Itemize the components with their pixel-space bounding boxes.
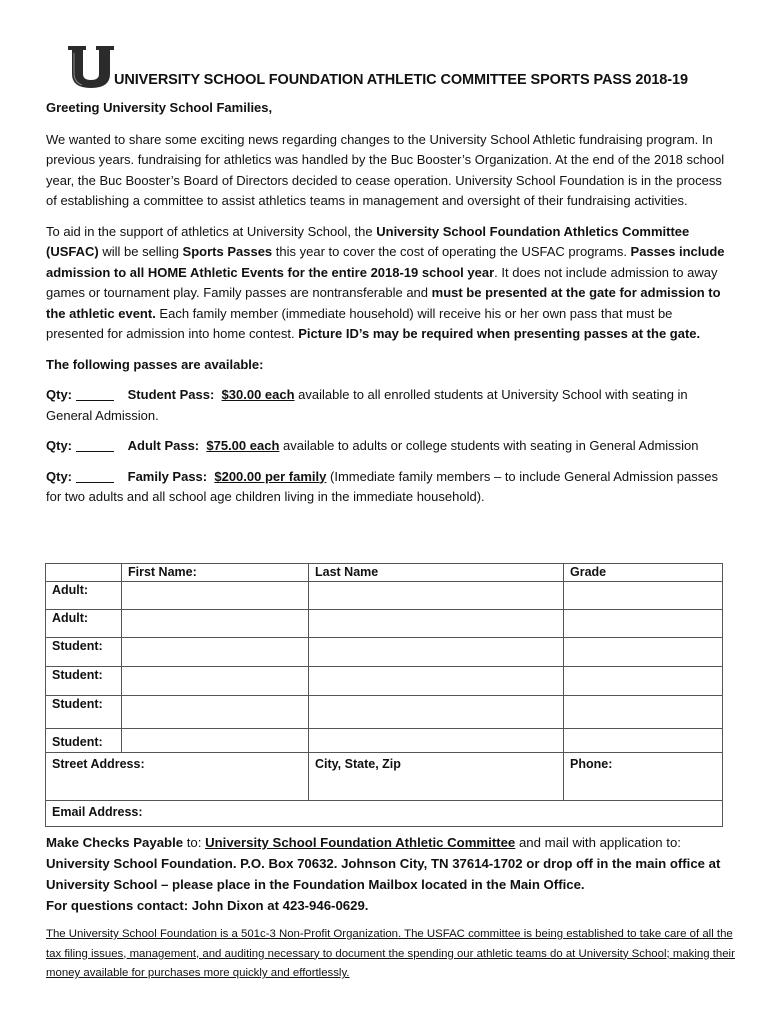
sports-passes-term: Sports Passes <box>182 244 273 259</box>
text-run: and mail with application to: <box>515 835 681 850</box>
text-run: this year to cover the cost of operating the USFAC programs. <box>272 244 631 259</box>
committee-name: University School Foundation Athletics Committee (USFAC) <box>46 223 690 259</box>
street-address-field[interactable]: Street Address: <box>46 753 309 801</box>
student-pass-line <box>46 385 728 426</box>
letter-body <box>46 98 728 518</box>
row-label: Student: <box>46 638 122 667</box>
table-row <box>46 729 723 753</box>
family-pass-desc: (Immediate family members – to include General Admission passes for two adults and all school age children living in the immediate household). <box>46 468 718 504</box>
passes-heading: The following passes are available: <box>46 356 264 372</box>
row-label: Adult: <box>46 582 122 610</box>
intro-paragraph: We wanted to share some exciting news regarding changes to the University School Athletic fundraising program. In previous years. fundraising for athletics was handled by the Buc Booster’s Organization. At the end of the 2018 school year, the Buc Booster’s Board of Directors decided to cease operation. University School Foundation is in the process of establishing a committee to assist athletics teams in management and oversight of their fundraising activities. <box>46 131 725 208</box>
phone-field[interactable]: Phone: <box>564 753 723 801</box>
adult-qty-field[interactable] <box>76 437 114 452</box>
text-run: To aid in the support of athletics at University School, the <box>46 223 377 239</box>
student-qty-field[interactable] <box>76 386 114 401</box>
family-pass-label: Family Pass: <box>127 468 208 484</box>
blank-header-cell <box>46 564 122 582</box>
first-name-cell[interactable] <box>122 667 309 696</box>
qty-label: Qty: <box>46 438 72 453</box>
grade-header: Grade <box>564 564 723 582</box>
university-school-u-logo-icon <box>68 44 114 88</box>
text-run: to: <box>183 835 206 850</box>
first-name-header: First Name: <box>122 564 309 582</box>
last-name-header: Last Name <box>309 564 564 582</box>
email-address-field[interactable]: Email Address: <box>46 801 723 827</box>
picture-id-note: Picture ID’s may be required when presenting passes at the gate. <box>298 326 701 341</box>
row-label: Student: <box>46 667 122 696</box>
last-name-cell[interactable] <box>309 729 564 753</box>
presented-at-gate-note: must be presented at the gate for admission to the athletic event. <box>46 285 721 321</box>
first-name-cell[interactable] <box>122 638 309 667</box>
page-header <box>68 44 748 88</box>
qty-label: Qty: <box>46 468 72 484</box>
first-name-cell[interactable] <box>122 696 309 729</box>
table-row <box>46 582 723 610</box>
passes-include-note: Passes include admission to all HOME Athletic Events for the entire 2018-19 school year <box>46 244 725 280</box>
student-pass-price: $30.00 each <box>221 387 295 402</box>
nonprofit-footer: The University School Foundation is a 501c-3 Non-Profit Organization. The USFAC committee is being established to take care of all the tax filing issues, management, and auditing necessary to document the spending our athletic teams do at University School; making their money available for purchases more quickly and effortlessly. <box>46 928 735 979</box>
last-name-cell[interactable] <box>309 582 564 610</box>
address-row <box>46 753 723 801</box>
adult-pass-desc: available to adults or college students with seating in General Admission <box>279 438 699 453</box>
adult-pass-label: Adult Pass: <box>127 438 200 453</box>
row-label: Student: <box>46 729 122 753</box>
table-row <box>46 696 723 729</box>
family-qty-field[interactable] <box>76 468 114 483</box>
payee-name: University School Foundation Athletic Committee <box>205 835 516 850</box>
text-run: will be selling <box>98 244 183 259</box>
grade-cell[interactable] <box>564 582 723 610</box>
adult-pass-line <box>46 436 728 457</box>
student-pass-desc: available to all enrolled students at University School with seating in General Admission. <box>46 387 688 423</box>
table-row <box>46 638 723 667</box>
page-title: UNIVERSITY SCHOOL FOUNDATION ATHLETIC COMMITTEE SPORTS PASS 2018-19 <box>114 72 688 88</box>
grade-cell[interactable] <box>564 696 723 729</box>
registration-table <box>45 563 723 827</box>
text-run: Each family member (immediate household) will receive his or her own pass that must be presented for admission into home contest. <box>46 305 673 341</box>
table-row <box>46 667 723 696</box>
city-state-zip-field[interactable]: City, State, Zip <box>309 753 564 801</box>
student-pass-label: Student Pass: <box>127 387 215 402</box>
table-header-row <box>46 564 723 582</box>
family-pass-price: $200.00 per family <box>214 468 327 484</box>
qty-label: Qty: <box>46 387 72 402</box>
checks-payable-line <box>46 832 736 853</box>
grade-cell[interactable] <box>564 729 723 753</box>
support-paragraph <box>46 222 728 345</box>
grade-cell[interactable] <box>564 610 723 638</box>
family-pass-line <box>46 467 728 508</box>
row-label: Student: <box>46 696 122 729</box>
greeting: Greeting University School Families, <box>46 100 273 115</box>
payment-instructions <box>46 832 736 916</box>
row-label: Adult: <box>46 610 122 638</box>
first-name-cell[interactable] <box>122 610 309 638</box>
checks-payable-label: Make Checks Payable <box>46 835 184 850</box>
text-run: . It does not include admission to away games or tournament play. Family passes are nontransferable and <box>46 264 718 300</box>
first-name-cell[interactable] <box>122 582 309 610</box>
table-row <box>46 610 723 638</box>
grade-cell[interactable] <box>564 667 723 696</box>
last-name-cell[interactable] <box>309 696 564 729</box>
adult-pass-price: $75.00 each <box>206 438 280 453</box>
last-name-cell[interactable] <box>309 610 564 638</box>
last-name-cell[interactable] <box>309 667 564 696</box>
email-row <box>46 801 723 827</box>
contact-line: For questions contact: John Dixon at 423-946-0629. <box>46 898 369 913</box>
mailing-address: University School Foundation. P.O. Box 70632. Johnson City, TN 37614-1702 or drop off in the main office at University School – please place in the Foundation Mailbox located in the Main Office. <box>46 856 721 892</box>
grade-cell[interactable] <box>564 638 723 667</box>
last-name-cell[interactable] <box>309 638 564 667</box>
first-name-cell[interactable] <box>122 729 309 753</box>
